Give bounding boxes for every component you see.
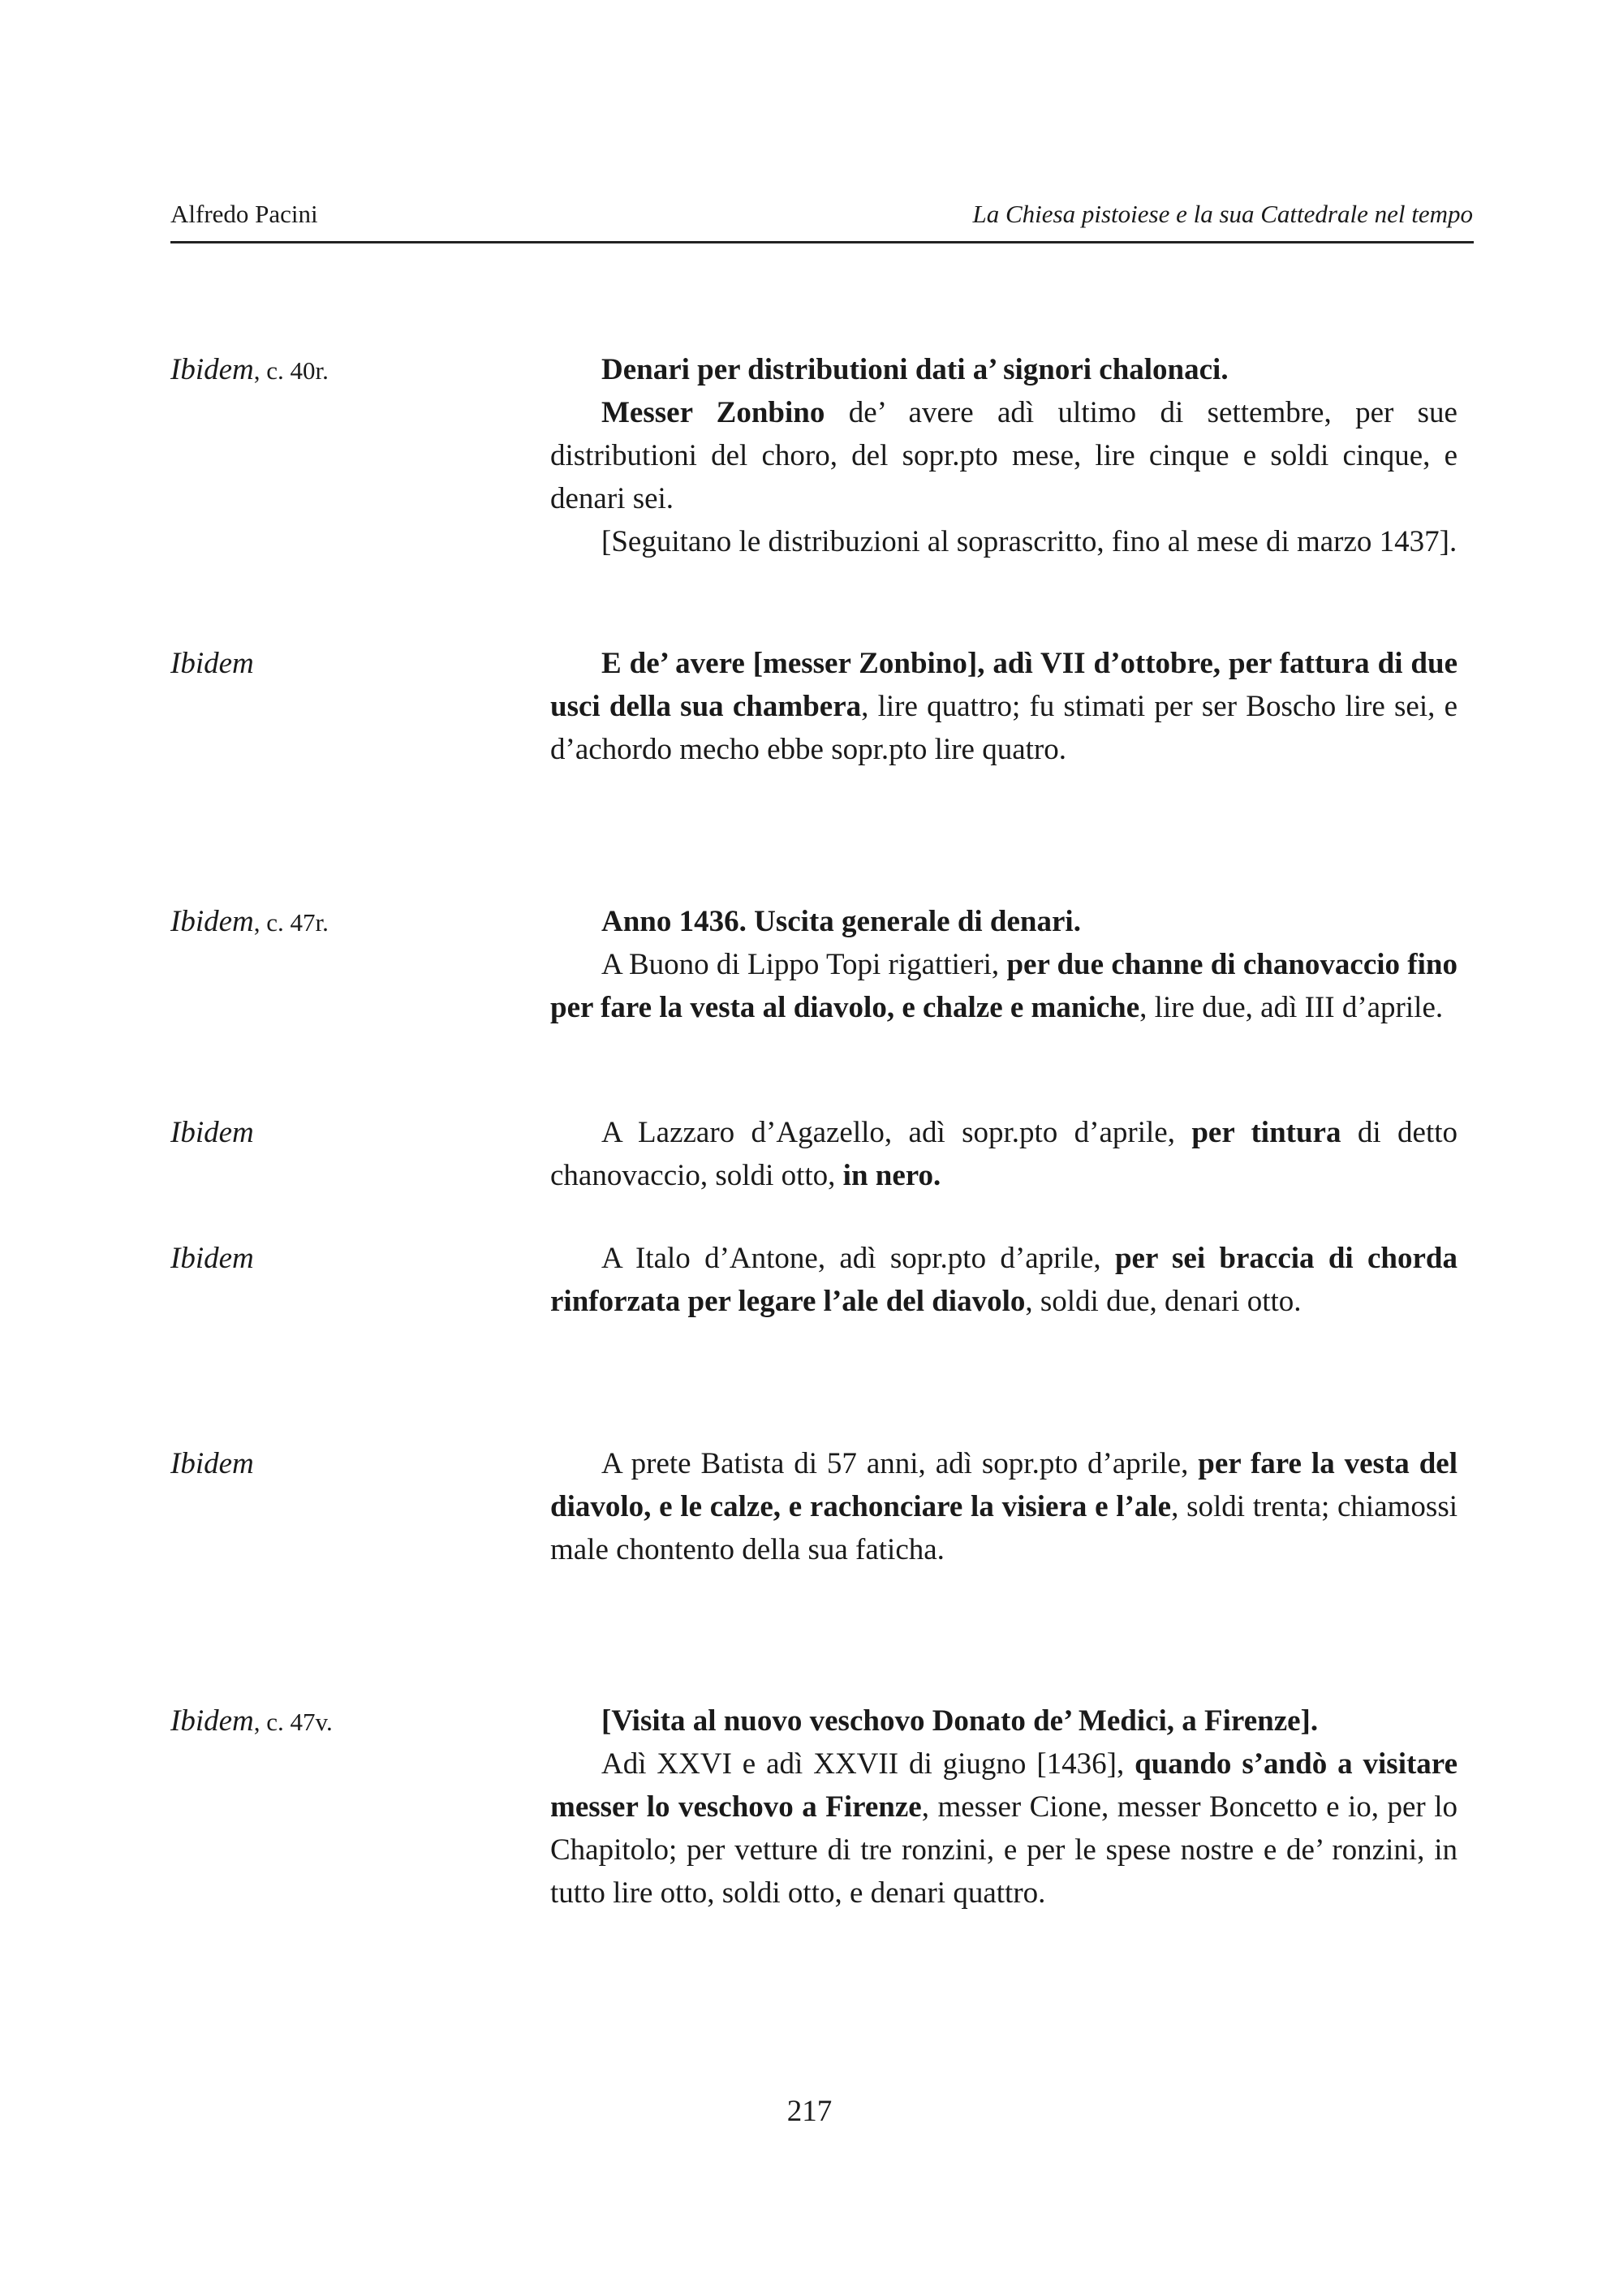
bold-text-run: E de’ avere [messer Zonbino], adì VII d’ottobre, per fattura di due usci della sua chambera (550, 647, 1458, 723)
source-citation (170, 1237, 254, 1281)
entry-text (550, 1237, 1458, 1323)
paragraph (550, 1442, 1458, 1571)
paragraph (550, 1699, 1458, 1742)
paragraph (550, 1111, 1458, 1197)
entry-text (550, 642, 1458, 771)
paragraph (550, 348, 1458, 391)
source-citation (170, 1442, 254, 1486)
bold-text-run: in nero. (842, 1159, 941, 1192)
entry-text (550, 900, 1458, 1029)
entry-text (550, 1699, 1458, 1915)
source-citation (170, 348, 329, 392)
paragraph (550, 391, 1458, 520)
bold-text-run: per tintura (1191, 1116, 1341, 1149)
citation-folio: , c. 40r. (253, 356, 329, 385)
bold-text-run: Denari per distributioni dati a’ signori chalonaci. (601, 353, 1229, 386)
text-run: , soldi trenta; chiamossi male chontento della sua faticha. (550, 1490, 1458, 1566)
text-run: , lire due, adì III d’aprile. (1139, 991, 1444, 1024)
citation-ibidem: Ibidem (170, 905, 254, 938)
citation-ibidem: Ibidem (170, 1116, 254, 1149)
citation-ibidem: Ibidem (170, 1447, 254, 1480)
entry-text (550, 1442, 1458, 1571)
text-run: Adì XXVI e adì XXVII di giugno [1436], (601, 1747, 1135, 1781)
text-run: , lire quattro; fu stimati per ser Boscho lire sei, e d’achordo mecho ebbe sopr.pto lire quatro. (550, 690, 1458, 766)
source-citation (170, 1111, 254, 1155)
entry-text (550, 348, 1458, 563)
text-run: A Buono di Lippo Topi rigattieri, (601, 948, 1007, 981)
bold-text-run: Anno 1436. Uscita generale di denari. (601, 905, 1081, 938)
entry-text (550, 1111, 1458, 1197)
paragraph (550, 1237, 1458, 1323)
citation-ibidem: Ibidem (170, 647, 254, 680)
citation-ibidem: Ibidem (170, 1242, 254, 1275)
citation-ibidem: Ibidem (170, 353, 254, 386)
running-header-author: Alfredo Pacini (170, 200, 318, 228)
source-citation (170, 1699, 333, 1743)
paragraph (550, 943, 1458, 1029)
citation-folio: , c. 47v. (253, 1708, 333, 1736)
text-run: , messer Cione, messer Boncetto e io, per lo Chapitolo; per vetture di tre ronzini, e per le spese nostre e de’ ronzini, in tutto lire otto, soldi otto, e denari quattro. (550, 1790, 1458, 1910)
citation-folio: , c. 47r. (253, 908, 329, 937)
bold-text-run: per fare la vesta del diavolo, e le calze, e rachonciare la visiera e l’ale (550, 1447, 1458, 1523)
text-run: A prete Batista di 57 anni, adì sopr.pto d’aprile, (601, 1447, 1199, 1480)
text-run: , soldi due, denari otto. (1025, 1285, 1302, 1318)
text-run: de’ avere adì ultimo di settembre, per sue distributioni del choro, del sopr.pto mese, lire cinque e soldi cinque, e denari sei. (550, 396, 1458, 515)
source-citation (170, 900, 329, 944)
paragraph (550, 900, 1458, 943)
bold-text-run: per sei braccia di chorda rinforzata per legare l’ale del diavolo (550, 1242, 1458, 1318)
text-run: A Lazzaro d’Agazello, adì sopr.pto d’aprile, (601, 1116, 1192, 1149)
bold-text-run: quando s’andò a visitare messer lo veschovo a Firenze (550, 1747, 1458, 1824)
text-run: di detto chanovaccio, soldi otto, (550, 1116, 1458, 1192)
paragraph (550, 1742, 1458, 1915)
text-run: A Italo d’Antone, adì sopr.pto d’aprile, (601, 1242, 1115, 1275)
citation-ibidem: Ibidem (170, 1704, 254, 1738)
bold-text-run: [Visita al nuovo veschovo Donato de’ Medici, a Firenze]. (601, 1704, 1319, 1738)
page-number: 217 (786, 2095, 833, 2128)
paragraph (550, 642, 1458, 771)
text-run: [Seguitano le distribuzioni al soprascritto, fino al mese di marzo 1437]. (601, 525, 1458, 558)
header-rule (170, 241, 1474, 243)
running-header-title: La Chiesa pistoiese e la sua Cattedrale nel tempo (972, 200, 1473, 228)
bold-text-run: Messer Zonbino (601, 396, 825, 429)
paragraph (550, 520, 1458, 563)
bold-text-run: per due channe di chanovaccio fino per fare la vesta al diavolo, e chalze e maniche (550, 948, 1458, 1024)
source-citation (170, 642, 254, 686)
